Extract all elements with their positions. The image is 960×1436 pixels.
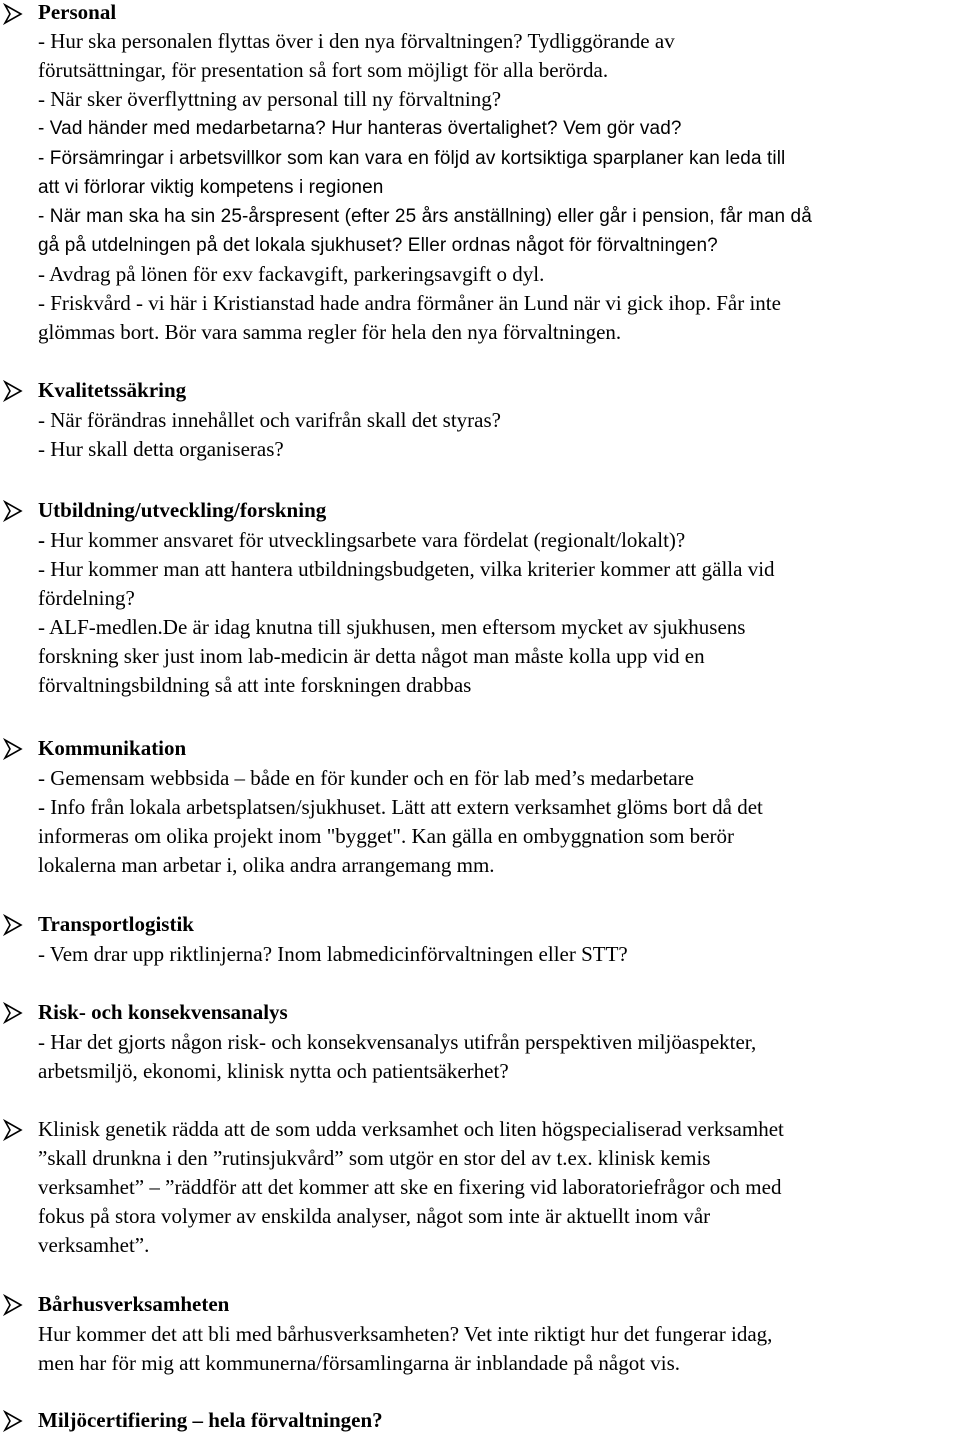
- text-line: - Hur kommer man att hantera utbildningsbudgeten, vilka kriterier kommer att gälla vid: [38, 557, 775, 581]
- text-line: lokalerna man arbetar i, olika andra arrangemang mm.: [38, 853, 495, 877]
- section-heading: Miljöcertifiering – hela förvaltningen?: [38, 1408, 383, 1432]
- text-line: Hur kommer det att bli med bårhusverksamheten? Vet inte riktigt hur det fungerar idag,: [38, 1322, 773, 1346]
- arrowhead-bullet-icon: [2, 1410, 24, 1432]
- text-line: verksamhet”.: [38, 1233, 150, 1257]
- section-heading: Kvalitetssäkring: [38, 378, 187, 402]
- text-line: - När man ska ha sin 25-årspresent (efter 25 års anställning) eller går i pension, får man då: [38, 206, 812, 227]
- text-line: men har för mig att kommunerna/församlingarna är inblandade på något vis.: [38, 1351, 681, 1375]
- text-line: Klinisk genetik rädda att de som udda verksamhet och liten högspecialiserad verksamhet: [38, 1117, 784, 1141]
- text-line: - Hur ska personalen flyttas över i den nya förvaltningen? Tydliggörande av: [38, 29, 675, 53]
- text-line: informeras om olika projekt inom "bygget". Kan gälla en ombyggnation som berör: [38, 824, 734, 848]
- section-heading: Bårhusverksamheten: [38, 1292, 230, 1316]
- arrowhead-bullet-icon: [2, 1294, 24, 1316]
- text-line: glömmas bort. Bör vara samma regler för hela den nya förvaltningen.: [38, 320, 622, 344]
- section-heading: Risk- och konsekvensanalys: [38, 1000, 288, 1024]
- section-heading: Personal: [38, 0, 117, 24]
- bold-dash: -: [38, 528, 45, 552]
- text-line: ”skall drunkna i den ”rutinsjukvård” som utgör en stor del av t.ex. klinisk kemis: [38, 1146, 711, 1170]
- text-line: verksamhet” – ”räddför att det kommer att ske en fixering vid laboratoriefrågor och med: [38, 1175, 782, 1199]
- text-line: - Hur skall detta organiseras?: [38, 437, 284, 461]
- arrowhead-bullet-icon: [2, 1119, 24, 1141]
- text-line: - Avdrag på lönen för exv fackavgift, parkeringsavgift o dyl.: [38, 262, 545, 286]
- text-line: - Gemensam webbsida – både en för kunder och en för lab med’s medarbetare: [38, 766, 694, 790]
- text-line: förutsättningar, för presentation så fort som möjligt för alla berörda.: [38, 58, 609, 82]
- text-line: arbetsmiljö, ekonomi, klinisk nytta och patientsäkerhet?: [38, 1059, 509, 1083]
- arrowhead-bullet-icon: [2, 3, 24, 25]
- text-line: forskning sker just inom lab-medicin är detta något man måste kolla upp vid en: [38, 644, 705, 668]
- section-heading: Kommunikation: [38, 736, 187, 760]
- text-line: - Vad händer med medarbetarna? Hur hanteras övertalighet? Vem gör vad?: [38, 118, 682, 139]
- text-line-rest: Hur kommer ansvaret för utvecklingsarbete vara fördelat (regionalt/lokalt)?: [45, 528, 686, 552]
- arrowhead-bullet-icon: [2, 914, 24, 936]
- arrowhead-bullet-icon: [2, 1002, 24, 1024]
- text-line: - Friskvård - vi här i Kristianstad hade andra förmåner än Lund när vi gick ihop. Får inte: [38, 291, 781, 315]
- text-line: - När förändras innehållet och varifrån skall det styras?: [38, 408, 501, 432]
- section-heading: Utbildning/utveckling/forskning: [38, 498, 327, 522]
- text-line: - Har det gjorts någon risk- och konsekvensanalys utifrån perspektiven miljöaspekter,: [38, 1030, 757, 1054]
- text-line: - Försämringar i arbetsvillkor som kan vara en följd av kortsiktiga sparplaner kan leda till: [38, 148, 786, 169]
- section-heading: Transportlogistik: [38, 912, 194, 936]
- text-line: att vi förlorar viktig kompetens i regionen: [38, 177, 384, 198]
- text-line: gå på utdelningen på det lokala sjukhuset? Eller ordnas något för förvaltningen?: [38, 235, 718, 256]
- text-line: förvaltningsbildning så att inte forskningen drabbas: [38, 673, 472, 697]
- text-line: - När sker överflyttning av personal till ny förvaltning?: [38, 87, 502, 111]
- text-line: - ALF-medlen.De är idag knutna till sjukhusen, men eftersom mycket av sjukhusens: [38, 615, 746, 639]
- text-line: fördelning?: [38, 586, 135, 610]
- text-line: - Info från lokala arbetsplatsen/sjukhuset. Lätt att extern verksamhet glöms bort då det: [38, 795, 763, 819]
- text-line: fokus på stora volymer av enskilda analyser, något som inte är aktuellt inom vår: [38, 1204, 711, 1228]
- arrowhead-bullet-icon: [2, 500, 24, 522]
- text-line: [38, 526, 685, 555]
- text-line: - Vem drar upp riktlinjerna? Inom labmedicinförvaltningen eller STT?: [38, 942, 628, 966]
- arrowhead-bullet-icon: [2, 738, 24, 760]
- arrowhead-bullet-icon: [2, 380, 24, 402]
